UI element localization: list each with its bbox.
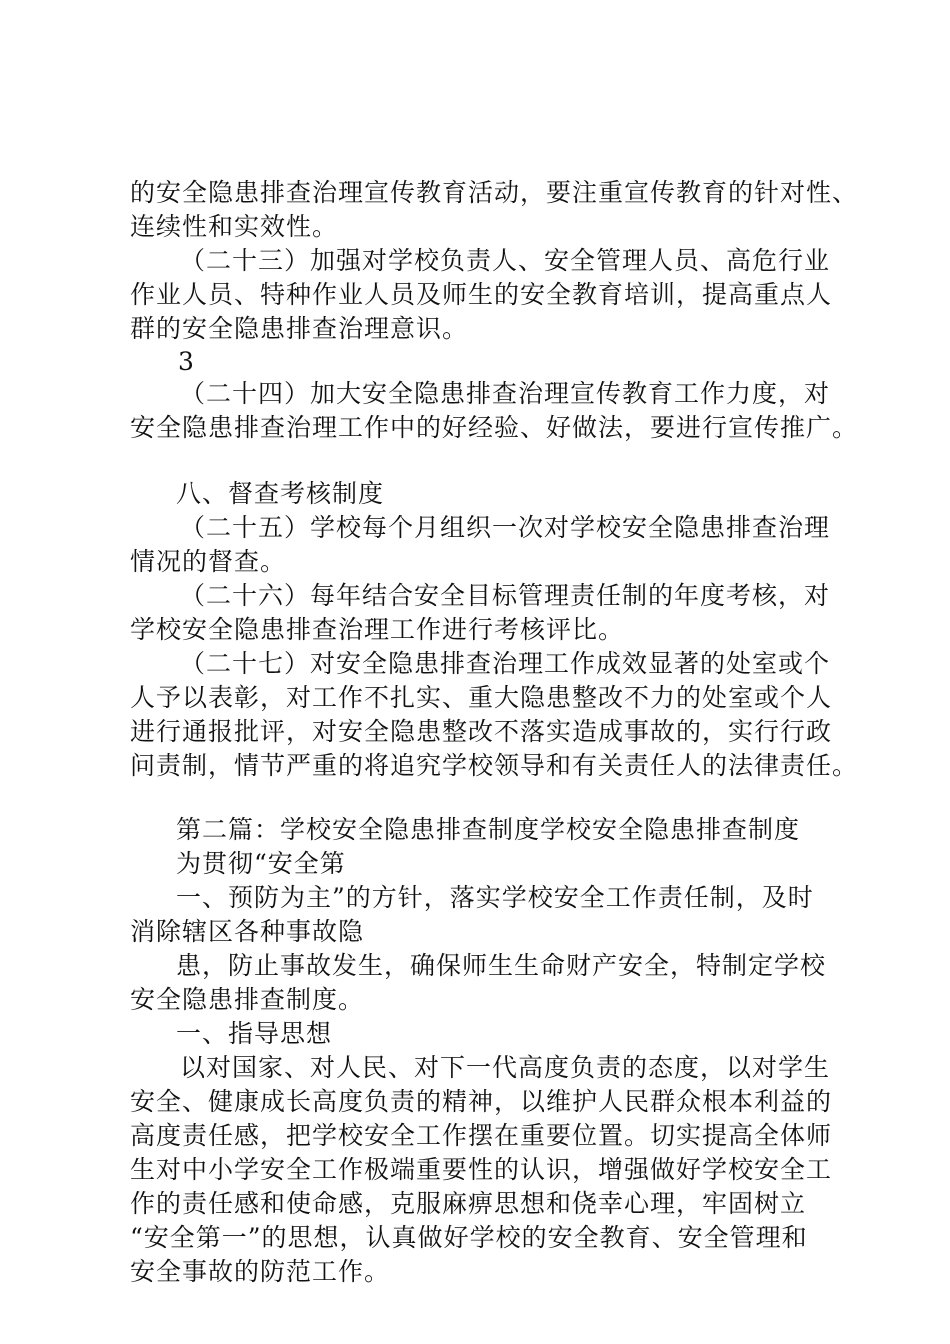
text-line: 以对国家、对人民、对下一代高度负责的态度，以对学生: [180, 1053, 831, 1082]
text-line: 为贯彻“安全第: [176, 849, 346, 878]
text-line: 连续性和实效性。: [130, 212, 339, 241]
text-line: 进行通报批评，对安全隐患整改不落实造成事故的，实行行政: [130, 717, 833, 746]
text-line: 生对中小学安全工作极端重要性的认识，增强做好学校安全工: [130, 1155, 833, 1184]
text-line: 安全隐患排查治理工作中的好经验、好做法，要进行宣传推广。: [130, 413, 859, 442]
text-line: 安全事故的防范工作。: [130, 1257, 391, 1286]
text-line: （二十七）对安全隐患排查治理工作成效显著的处室或个: [180, 649, 831, 678]
text-line: 作业人员、特种作业人员及师生的安全教育培训，提高重点人: [130, 280, 833, 309]
page-number-marker: 3: [178, 347, 195, 376]
text-line: 学校安全隐患排查治理工作进行考核评比。: [130, 615, 625, 644]
section-heading: 一、指导思想: [176, 1019, 333, 1048]
text-line: 的安全隐患排查治理宣传教育活动，要注重宣传教育的针对性、: [130, 178, 859, 207]
text-line: 情况的督查。: [130, 547, 287, 576]
section-heading: 八、督查考核制度: [176, 479, 385, 508]
chapter-title: 第二篇：学校安全隐患排查制度学校安全隐患排查制度: [176, 815, 801, 844]
text-line: 人予以表彰，对工作不扎实、重大隐患整改不力的处室或个人: [130, 683, 833, 712]
text-line: 患，防止事故发生，确保师生生命财产安全，特制定学校: [176, 951, 827, 980]
text-line: （二十五）学校每个月组织一次对学校安全隐患排查治理: [180, 513, 831, 542]
text-line: “安全第一”的思想，认真做好学校的安全教育、安全管理和: [130, 1223, 808, 1252]
text-line: （二十六）每年结合安全目标管理责任制的年度考核，对: [180, 581, 831, 610]
text-line: 安全隐患排查制度。: [130, 985, 365, 1014]
text-line: （二十四）加大安全隐患排查治理宣传教育工作力度，对: [180, 379, 831, 408]
text-line: 作的责任感和使命感，克服麻痹思想和侥幸心理，牢固树立: [130, 1189, 807, 1218]
text-line: （二十三）加强对学校负责人、安全管理人员、高危行业: [180, 246, 831, 275]
text-line: 群的安全隐患排查治理意识。: [130, 314, 469, 343]
text-line: 高度责任感，把学校安全工作摆在重要位置。切实提高全体师: [130, 1121, 833, 1150]
text-line: 消除辖区各种事故隐: [130, 917, 365, 946]
text-line: 问责制，情节严重的将追究学校领导和有关责任人的法律责任。: [130, 751, 859, 780]
text-line: 一、预防为主”的方针，落实学校安全工作责任制，及时: [176, 883, 814, 912]
text-line: 安全、健康成长高度负责的精神，以维护人民群众根本利益的: [130, 1087, 833, 1116]
